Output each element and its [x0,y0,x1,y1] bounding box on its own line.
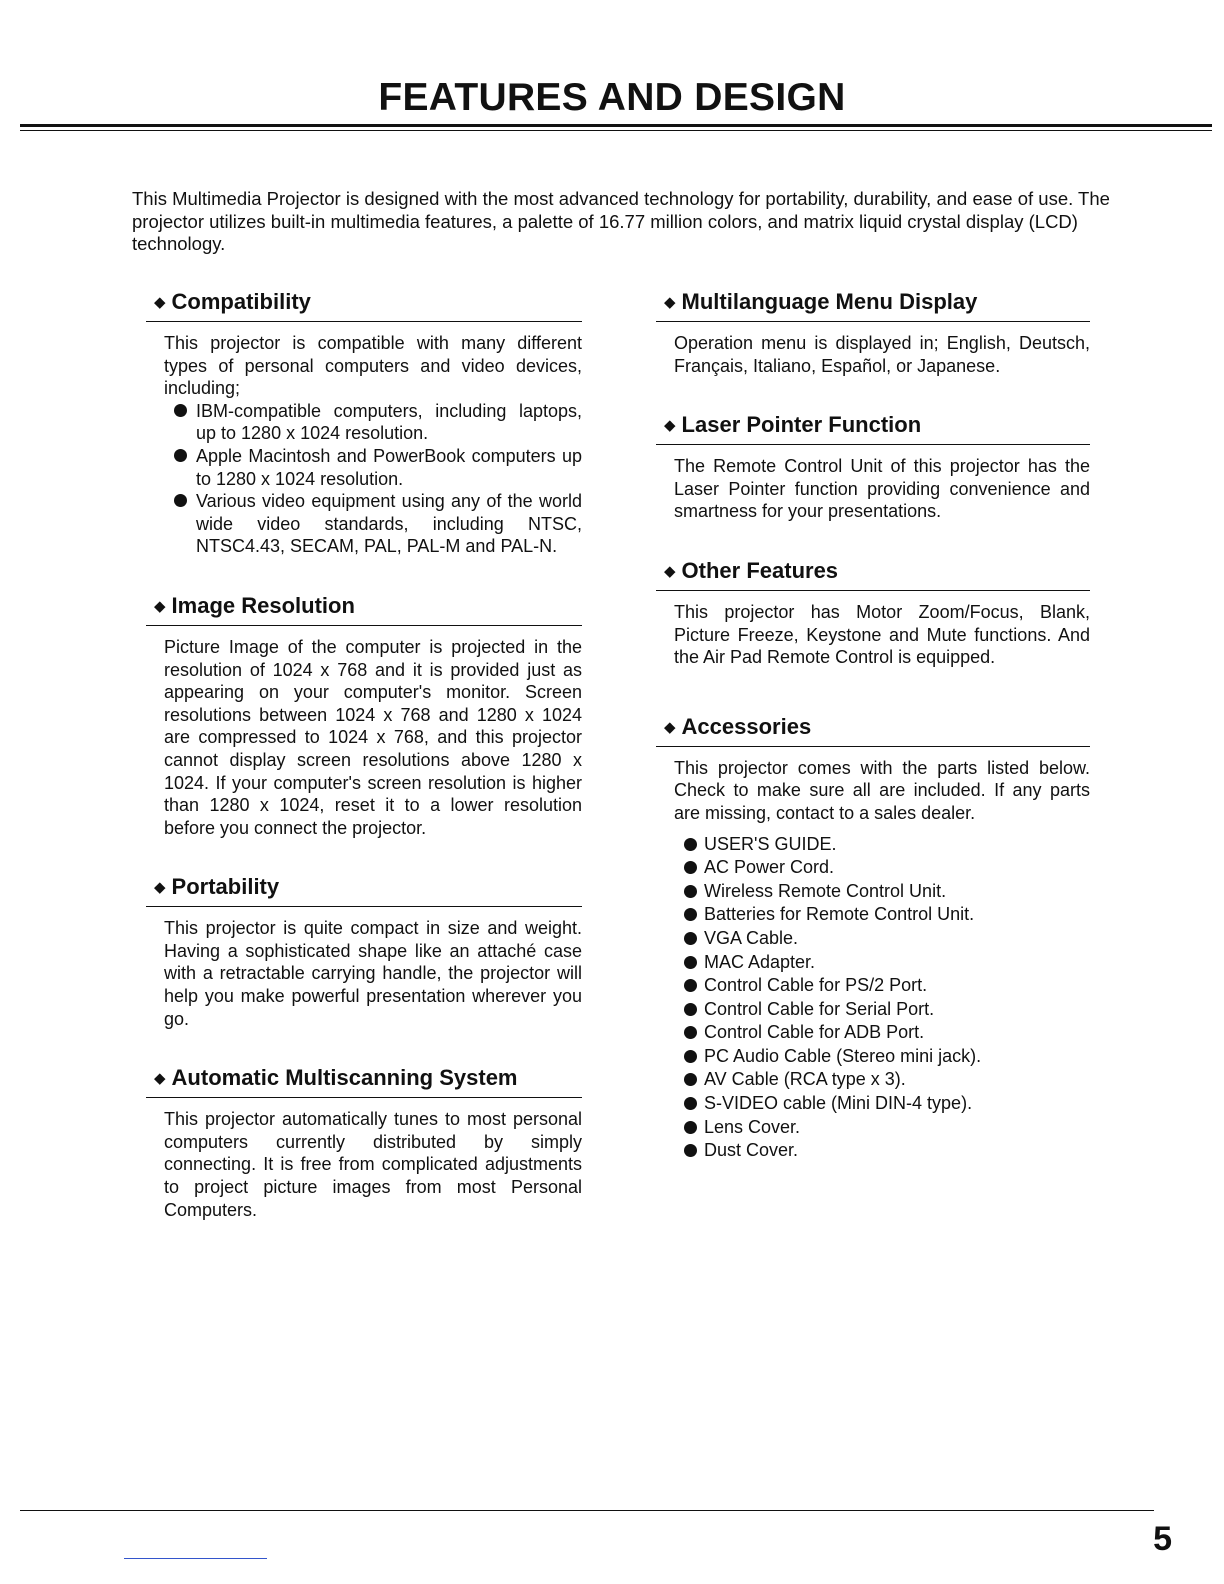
section-body: The Remote Control Unit of this projector has the Laser Pointer function providing convenience and smartness for your presentations. [674,456,1090,522]
list-item: AC Power Cord. [656,856,1090,880]
list-item: MAC Adapter. [656,951,1090,975]
list-item: S-VIDEO cable (Mini DIN-4 type). [656,1092,1090,1116]
footer-link-underline [124,1558,267,1559]
bullet-dot-icon [684,1003,697,1016]
section-heading: ◆ Automatic Multiscanning System [146,1064,582,1098]
list-item: Control Cable for ADB Port. [656,1021,1090,1045]
section-heading: ◆ Laser Pointer Function [656,411,1090,445]
bullet-dot-icon [174,494,187,507]
accessories-list [656,833,1090,1163]
list-item: Control Cable for PS/2 Port. [656,974,1090,998]
bullet-dot-icon [684,838,697,851]
section-body: Operation menu is displayed in; English, Deutsch, Français, Italiano, Español, or Japanese. [674,333,1090,376]
section-body: This projector is quite compact in size and weight. Having a sophisticated shape like an attaché case with a retractable carrying handle, the projector will help you make powerful presentation wherever you go. [164,918,582,1029]
right-column [656,288,1090,1163]
bullet-dot-icon [684,885,697,898]
section-heading: ◆ Portability [146,873,582,907]
bullet-dot-icon [174,404,187,417]
bullet-dot-icon [684,956,697,969]
compatibility-list [146,400,582,558]
page-number: 5 [1153,1520,1172,1558]
diamond-bullet-icon: ◆ [664,718,676,736]
title-divider [20,124,1212,131]
list-item: PC Audio Cable (Stereo mini jack). [656,1045,1090,1069]
list-item: USER'S GUIDE. [656,833,1090,857]
bullet-dot-icon [684,1026,697,1039]
intro-paragraph: This Multimedia Projector is designed with the most advanced technology for portability, durability, and ease of use. The projector utilizes built-in multimedia features, a palette of 16.77 million colors, and matrix liquid crystal display (LCD) technology. [132,188,1110,254]
list-item: VGA Cable. [656,927,1090,951]
section-multiscanning [146,1064,582,1221]
bullet-dot-icon [174,449,187,462]
diamond-bullet-icon: ◆ [664,417,676,435]
left-column [146,288,582,1221]
section-heading: ◆ Multilanguage Menu Display [656,288,1090,322]
list-item: Batteries for Remote Control Unit. [656,903,1090,927]
list-item: AV Cable (RCA type x 3). [656,1068,1090,1092]
list-item: Dust Cover. [656,1139,1090,1163]
diamond-bullet-icon: ◆ [154,1070,166,1088]
section-laser-pointer [656,411,1090,523]
page-title: FEATURES AND DESIGN [378,76,846,119]
section-other-features [656,557,1090,669]
section-body: This projector automatically tunes to most personal computers currently distributed by simply connecting. It is free from complicated adjustments to project picture images from most Personal Computers. [164,1109,582,1220]
bullet-dot-icon [684,1050,697,1063]
section-heading: ◆ Other Features [656,557,1090,591]
section-accessories [656,713,1090,1163]
section-body: This projector has Motor Zoom/Focus, Blank, Picture Freeze, Keystone and Mute functions. And the Air Pad Remote Control is equipped. [674,601,1090,668]
diamond-bullet-icon: ◆ [154,879,166,897]
list-item: Wireless Remote Control Unit. [656,880,1090,904]
list-item: Apple Macintosh and PowerBook computers up to 1280 x 1024 resolution. [146,445,582,490]
section-portability [146,873,582,1030]
section-heading: ◆ Compatibility [146,288,582,322]
list-item: Control Cable for Serial Port. [656,998,1090,1022]
section-compatibility [146,288,582,558]
section-multilanguage [656,288,1090,377]
diamond-bullet-icon: ◆ [154,597,166,615]
section-heading: ◆ Image Resolution [146,592,582,626]
diamond-bullet-icon: ◆ [154,294,166,311]
section-image-resolution [146,592,582,839]
bullet-dot-icon [684,908,697,921]
list-item: Lens Cover. [656,1116,1090,1140]
bullet-dot-icon [684,1073,697,1086]
bullet-dot-icon [684,1144,697,1157]
section-body: Picture Image of the computer is projected in the resolution of 1024 x 768 and it is provided just as appearing on your computer's monitor. Screen resolutions between 1024 x 768 and 1280 x 1024 are compressed to 1024 x 768, and this projector cannot display screen resolutions above 1280 x 1024. If your computer's screen resolution is higher than 1280 x 1024, reset it to a lower resolution before you connect the projector. [164,636,582,838]
list-item: IBM-compatible computers, including laptops, up to 1280 x 1024 resolution. [146,400,582,445]
bullet-dot-icon [684,932,697,945]
bullet-dot-icon [684,1121,697,1134]
section-body: This projector is compatible with many different types of personal computers and video devices, including; [164,333,582,399]
diamond-bullet-icon: ◆ [664,294,676,311]
bullet-dot-icon [684,861,697,874]
bullet-dot-icon [684,979,697,992]
footer-divider [20,1510,1154,1511]
section-heading: ◆ Accessories [656,713,1090,747]
bullet-dot-icon [684,1097,697,1110]
diamond-bullet-icon: ◆ [664,562,676,580]
list-item: Various video equipment using any of the world wide video standards, including NTSC, NTSC4.43, SECAM, PAL, PAL-M and PAL-N. [146,490,582,558]
section-body: This projector comes with the parts listed below. Check to make sure all are included. If any parts are missing, contact to a sales dealer. [674,757,1090,823]
